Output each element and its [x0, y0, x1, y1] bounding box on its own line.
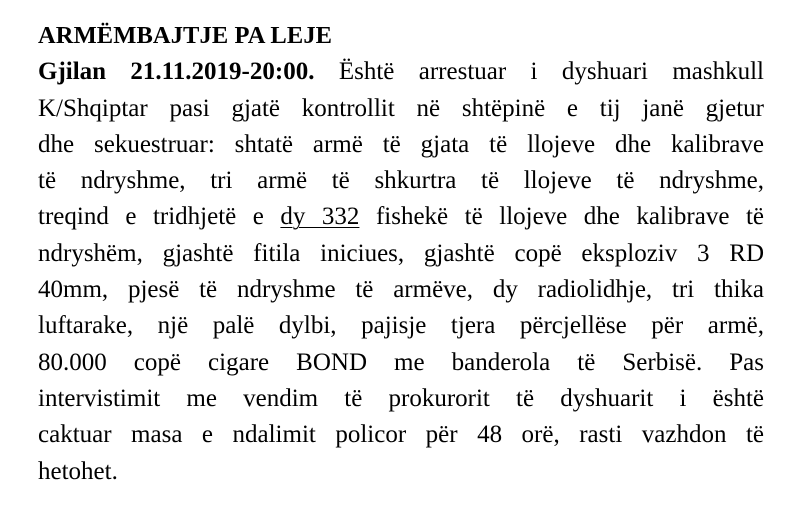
paragraph-line-3: dhe sekuestruar: shtatë armë të gjata të llojeve dhe kalibrave: [38, 130, 764, 158]
paragraph-line-5: [38, 199, 764, 235]
paragraph-line-11: caktuar masa e ndalimit policor për 48 orë, rasti vazhdon të: [38, 421, 764, 449]
paragraph-text: Është arrestuar i dyshuari mashkull: [314, 58, 765, 86]
paragraph-text: fishekë të llojeve dhe kalibrave të: [359, 203, 764, 231]
paragraph-text: treqind e tridhjetë e: [38, 203, 281, 231]
paragraph-line-9: 80.000 copë cigare BOND me banderola të Serbisë. Pas: [38, 348, 764, 376]
document-body: [38, 18, 764, 490]
underlined-quantity: dy 332: [280, 203, 360, 231]
paragraph-line-1: [38, 54, 764, 90]
paragraph-line-4: të ndryshme, tri armë të shkurtra të llojeve të ndryshme,: [38, 167, 764, 195]
paragraph-line-8: luftarake, një palë dylbi, pajisje tjera përcjellëse për armë,: [38, 312, 764, 340]
dateline: Gjilan 21.11.2019-20:00.: [38, 58, 315, 86]
paragraph-line-2: K/Shqiptar pasi gjatë kontrollit në shtëpinë e tij janë gjetur: [38, 94, 764, 122]
paragraph-line-6: ndryshëm, gjashtë fitila iniciues, gjashtë copë eksploziv 3 RD: [38, 239, 764, 267]
paragraph-line-7: 40mm, pjesë të ndryshme të armëve, dy radiolidhje, tri thika: [38, 276, 764, 304]
paragraph-line-10: intervistimit me vendim të prokurorit të dyshuarit i është: [38, 384, 764, 412]
paragraph-line-12: hetohet.: [38, 457, 118, 485]
article-title: ARMËMBAJTJE PA LEJE: [38, 22, 333, 49]
